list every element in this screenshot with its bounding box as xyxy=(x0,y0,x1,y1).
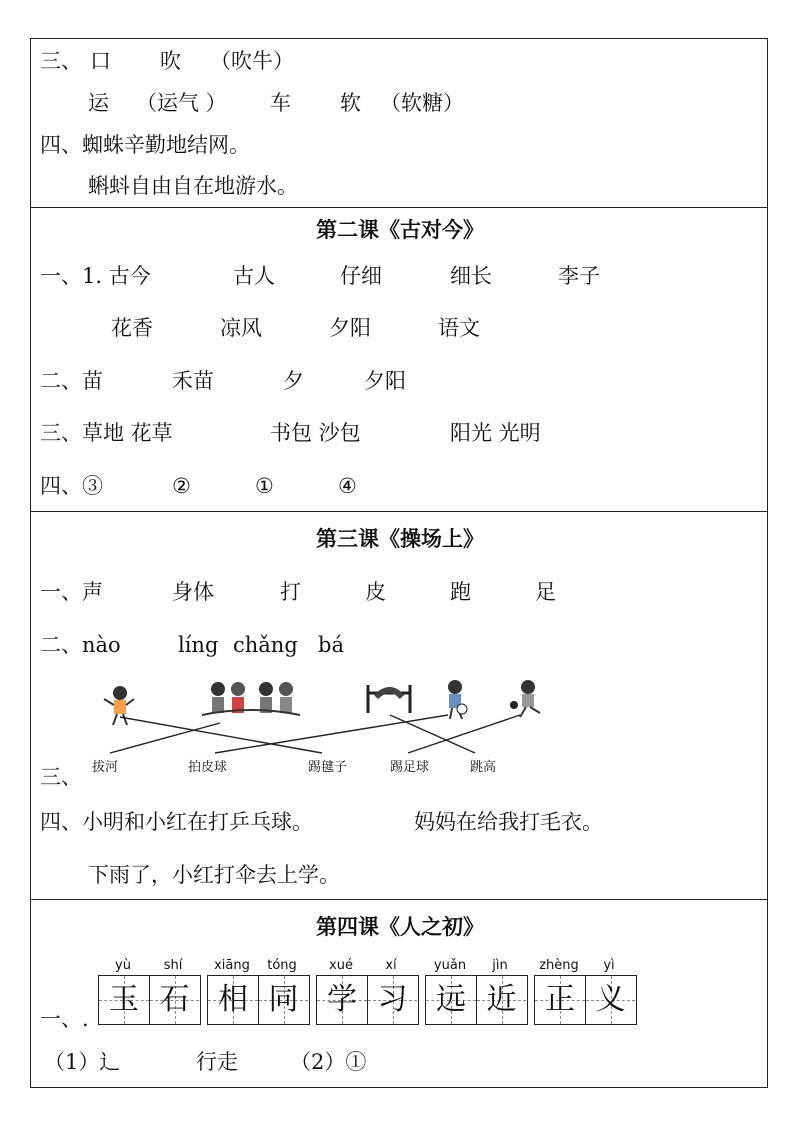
pinyin: xué xyxy=(329,958,353,973)
tianzige-cell: 学 xyxy=(317,976,367,1024)
match-label: 踢足球 xyxy=(390,760,430,775)
tianzige-box xyxy=(534,975,637,1025)
answer-word: 语文 xyxy=(438,316,480,340)
answer-word: 古人 xyxy=(233,264,275,288)
pinyin: jìn xyxy=(492,958,508,973)
answer-word: （1）辶 xyxy=(44,1050,121,1074)
answer-word: 阳光 光明 xyxy=(450,421,541,445)
football-child-icon xyxy=(448,680,467,719)
match-label: 跳高 xyxy=(470,760,497,775)
answer-char: ② xyxy=(172,474,191,498)
pinyin: xiāng xyxy=(214,958,250,973)
pinyin: yuǎn xyxy=(433,958,467,973)
pinyin: yù xyxy=(115,958,131,973)
tianzige-box xyxy=(316,975,419,1025)
answer-char: 吹 xyxy=(160,49,181,73)
answer-char: 运 xyxy=(88,91,109,115)
answer-char: 跑 xyxy=(450,580,471,604)
question-prefix: 三、 xyxy=(40,765,82,789)
pinyin: yì xyxy=(603,958,615,973)
answer-char: 车 xyxy=(270,91,291,115)
pinyin-answer: chǎng xyxy=(233,633,298,657)
answer-word: 细长 xyxy=(450,264,492,288)
answer-char: 口 xyxy=(90,49,111,73)
answer-char: 打 xyxy=(280,580,301,604)
tianzige-box xyxy=(98,975,201,1025)
answer-word: （软糖） xyxy=(380,91,464,115)
tianzige-cell: 石 xyxy=(149,976,199,1024)
answer-word: 夕阳 xyxy=(329,316,371,340)
question-prefix: 一、1. 古今 xyxy=(40,264,151,288)
answer-word: （2）① xyxy=(290,1050,367,1074)
match-label: 踢毽子 xyxy=(308,760,348,775)
answer-word: 身体 xyxy=(172,580,214,604)
pinyin: shí xyxy=(163,958,183,973)
answer-word: 书包 沙包 xyxy=(270,421,361,445)
pinyin: tóng xyxy=(267,958,297,973)
tianzige-box xyxy=(207,975,310,1025)
divider xyxy=(31,207,767,208)
answer-char: 夕 xyxy=(283,369,304,393)
question-prefix: 一、声 xyxy=(40,580,103,604)
answer-char: 软 xyxy=(340,91,361,115)
tianzige-cell: 远 xyxy=(426,976,476,1024)
row-prefix: 三、 xyxy=(40,49,82,73)
lesson-title: 第四课《人之初》 xyxy=(316,914,484,939)
tianzige-cell: 正 xyxy=(535,976,585,1024)
answer-sentence: 四、蜘蛛辛勤地结网。 xyxy=(40,133,250,157)
answer-word: 李子 xyxy=(558,264,600,288)
tianzige-cell: 习 xyxy=(367,976,417,1024)
answer-word: 花香 xyxy=(111,316,153,340)
answer-word: 行走 xyxy=(196,1050,238,1074)
answer-sentence: 四、小明和小红在打乒乓球。 xyxy=(40,810,313,834)
pinyin: zhèng xyxy=(539,958,579,973)
divider xyxy=(31,899,767,900)
divider xyxy=(31,511,767,512)
answer-word: （吹牛） xyxy=(210,49,294,73)
answer-sentence: 蝌蚪自由自在地游水。 xyxy=(88,174,298,198)
tianzige-cell: 玉 xyxy=(99,976,149,1024)
pinyin-answer: bá xyxy=(318,633,344,657)
answer-word: （运气 ） xyxy=(136,91,227,115)
pinyin: xí xyxy=(385,958,397,973)
answer-word: 仔细 xyxy=(340,264,382,288)
lesson-title: 第三课《操场上》 xyxy=(316,526,484,551)
answer-word: 禾苗 xyxy=(172,369,214,393)
answer-sentence: 下雨了，小红打伞去上学。 xyxy=(88,863,340,887)
match-label: 拔河 xyxy=(92,760,119,775)
lesson-title: 第二课《古对今》 xyxy=(316,217,484,242)
answer-char: 足 xyxy=(535,580,556,604)
matching-lines xyxy=(110,715,520,753)
high-jump-icon xyxy=(368,685,410,713)
answer-sentence: 妈妈在给我打毛衣。 xyxy=(414,810,603,834)
answer-char: ④ xyxy=(338,474,357,498)
tianzige-cell: 相 xyxy=(208,976,258,1024)
tianzige-cell: 近 xyxy=(476,976,526,1024)
question-prefix: 二、nào xyxy=(40,633,121,657)
tug-of-war-icon xyxy=(202,682,300,715)
question-prefix: 二、苗 xyxy=(40,369,103,393)
answer-char: ① xyxy=(255,474,274,498)
question-prefix: 四、③ xyxy=(40,474,103,498)
answer-char: 皮 xyxy=(365,580,386,604)
tianzige-box xyxy=(425,975,528,1025)
question-prefix: 三、草地 花草 xyxy=(40,421,173,445)
question-prefix: 一、. xyxy=(40,1007,89,1031)
answer-word: 凉风 xyxy=(220,316,262,340)
answer-word: 夕阳 xyxy=(364,369,406,393)
tianzige-cell: 义 xyxy=(585,976,635,1024)
shuttlecock-child-icon xyxy=(510,680,540,717)
pinyin-answer: líng xyxy=(178,633,219,657)
match-label: 拍皮球 xyxy=(188,760,228,775)
tianzige-cell: 同 xyxy=(258,976,308,1024)
